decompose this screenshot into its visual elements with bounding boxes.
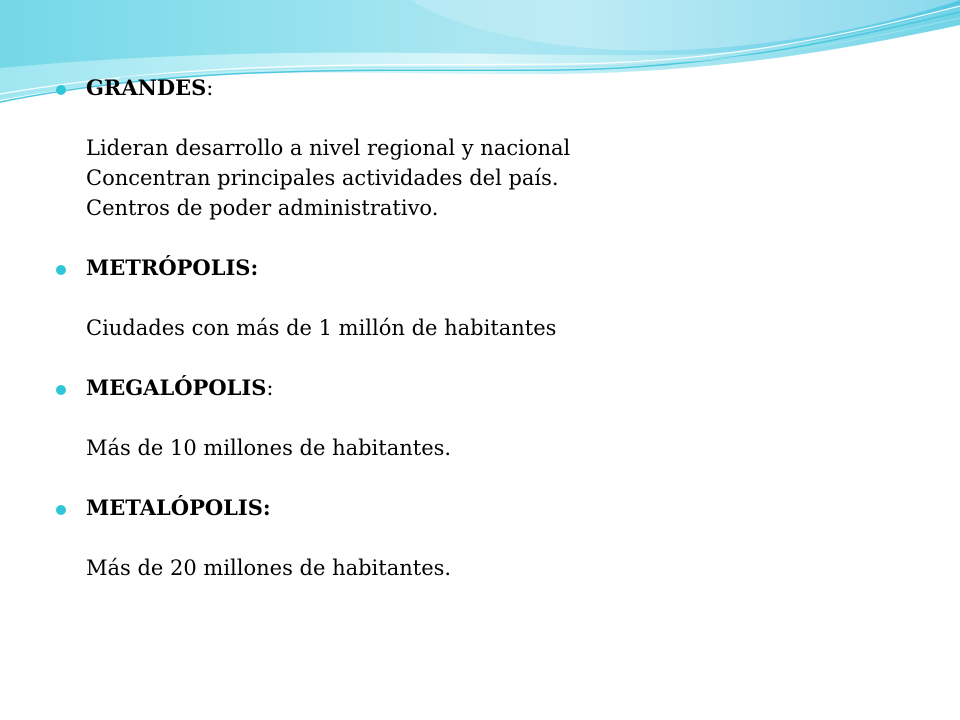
item-line: Centros de poder administrativo. (86, 196, 439, 220)
item-line: Más de 10 millones de habitantes. (86, 436, 452, 460)
item-heading: MEGALÓPOLIS: (86, 375, 274, 400)
bullet-icon (56, 85, 66, 95)
list-item-grandes (56, 73, 936, 253)
list-item-metropolis (56, 253, 936, 373)
item-line: Más de 20 millones de habitantes. (86, 556, 452, 580)
item-line: Lideran desarrollo a nivel regional y nacional (86, 136, 571, 160)
bullet-icon (56, 265, 66, 275)
item-line: Concentran principales actividades del país. (86, 166, 559, 190)
list-item-megalopolis (56, 373, 936, 493)
bullet-icon (56, 385, 66, 395)
list-item-metalopolis (56, 493, 936, 583)
item-heading: METALÓPOLIS: (86, 495, 271, 520)
item-heading: METRÓPOLIS: (86, 255, 259, 280)
item-heading: GRANDES: (86, 75, 214, 100)
slide-content (56, 73, 936, 583)
item-line: Ciudades con más de 1 millón de habitantes (86, 316, 557, 340)
bullet-icon (56, 505, 66, 515)
